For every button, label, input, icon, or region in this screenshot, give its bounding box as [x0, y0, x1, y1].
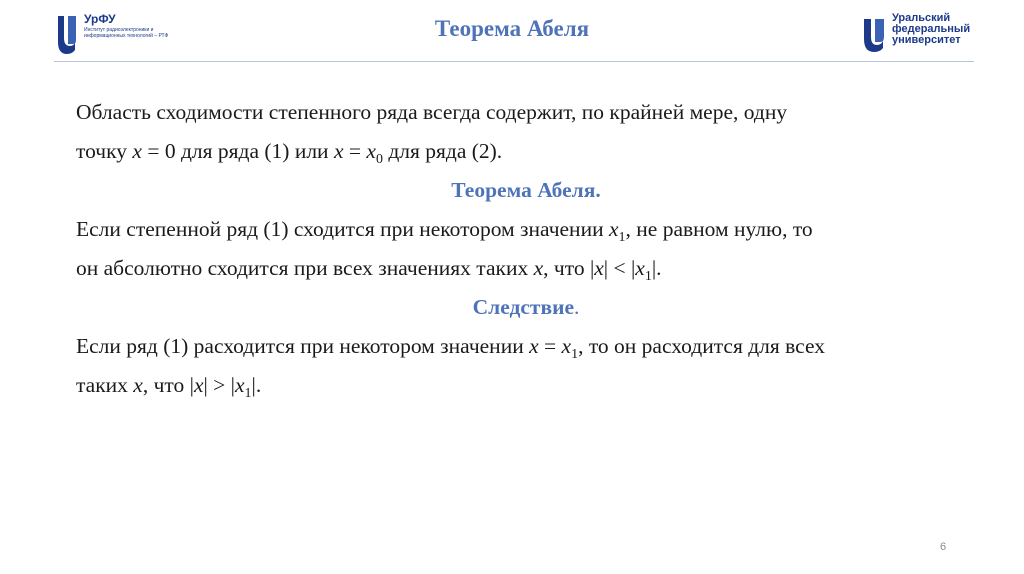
university-name [892, 13, 992, 46]
math-var: x [608, 217, 619, 241]
heading-dot: . [574, 295, 580, 319]
heading-text: Следствие [472, 295, 574, 319]
slide-content [76, 93, 976, 405]
text: | > | [203, 373, 235, 397]
math-subscript: 0 [375, 152, 383, 167]
text: |. [651, 256, 662, 280]
text: , то он расходится для всех [578, 334, 825, 358]
text: | < | [603, 256, 636, 280]
text: для ряда (2). [382, 139, 503, 163]
university-name-line: федеральный [892, 23, 971, 35]
math-var: x [594, 256, 604, 280]
logo-brand-text: УрФУ [84, 12, 116, 26]
text: = 0 [141, 139, 176, 163]
math-var: x [333, 139, 344, 163]
math-var: x [635, 256, 645, 280]
text-line [76, 210, 976, 249]
text: , что | [543, 256, 595, 280]
math-var: x [234, 373, 245, 397]
text: таких [76, 373, 134, 397]
corollary-heading [76, 288, 976, 327]
math-subscript: 1 [571, 347, 579, 362]
math-var: x [133, 373, 143, 397]
math-var: x [561, 334, 572, 358]
urfu-u-logo-icon [862, 17, 886, 53]
math-var: x [529, 334, 539, 358]
math-subscript: 1 [644, 269, 652, 284]
page-number: 6 [940, 541, 947, 553]
math-subscript: 1 [244, 386, 252, 401]
text: = [343, 139, 367, 163]
urfu-university-logo [862, 13, 992, 57]
theorem-heading: Теорема Абеля. [451, 178, 601, 202]
text: он абсолютно сходится при всех значениях таких [76, 256, 534, 280]
text-line [76, 132, 976, 171]
text: Область сходимости степенного ряда всегда содержит, по крайней мере, одну [76, 100, 788, 124]
text: = [538, 334, 562, 358]
page-title: Теорема Абеля [434, 16, 590, 41]
text-line [76, 249, 976, 288]
text: точку [76, 139, 133, 163]
math-subscript: 1 [618, 230, 626, 245]
math-var: x [193, 373, 204, 397]
university-name-line: Уральский [892, 12, 951, 24]
text: |. [251, 373, 262, 397]
math-var: x [366, 139, 376, 163]
text: Если степенной ряд (1) сходится при некотором значении [76, 217, 609, 241]
header-divider [54, 61, 974, 62]
text-line [76, 93, 976, 132]
university-name-line: университет [892, 34, 961, 46]
math-var: x [533, 256, 544, 280]
text: Если ряд (1) расходится при некотором значении [76, 334, 530, 358]
text: , не равном нулю, то [625, 217, 813, 241]
text-line [76, 327, 976, 366]
math-var: x [132, 139, 142, 163]
text: для ряда (1) или [175, 139, 334, 163]
text-line [76, 366, 976, 405]
text: , что | [142, 373, 194, 397]
logo-subtitle: Институт радиоэлектроники и информационных технологий – РТФ [84, 27, 169, 39]
